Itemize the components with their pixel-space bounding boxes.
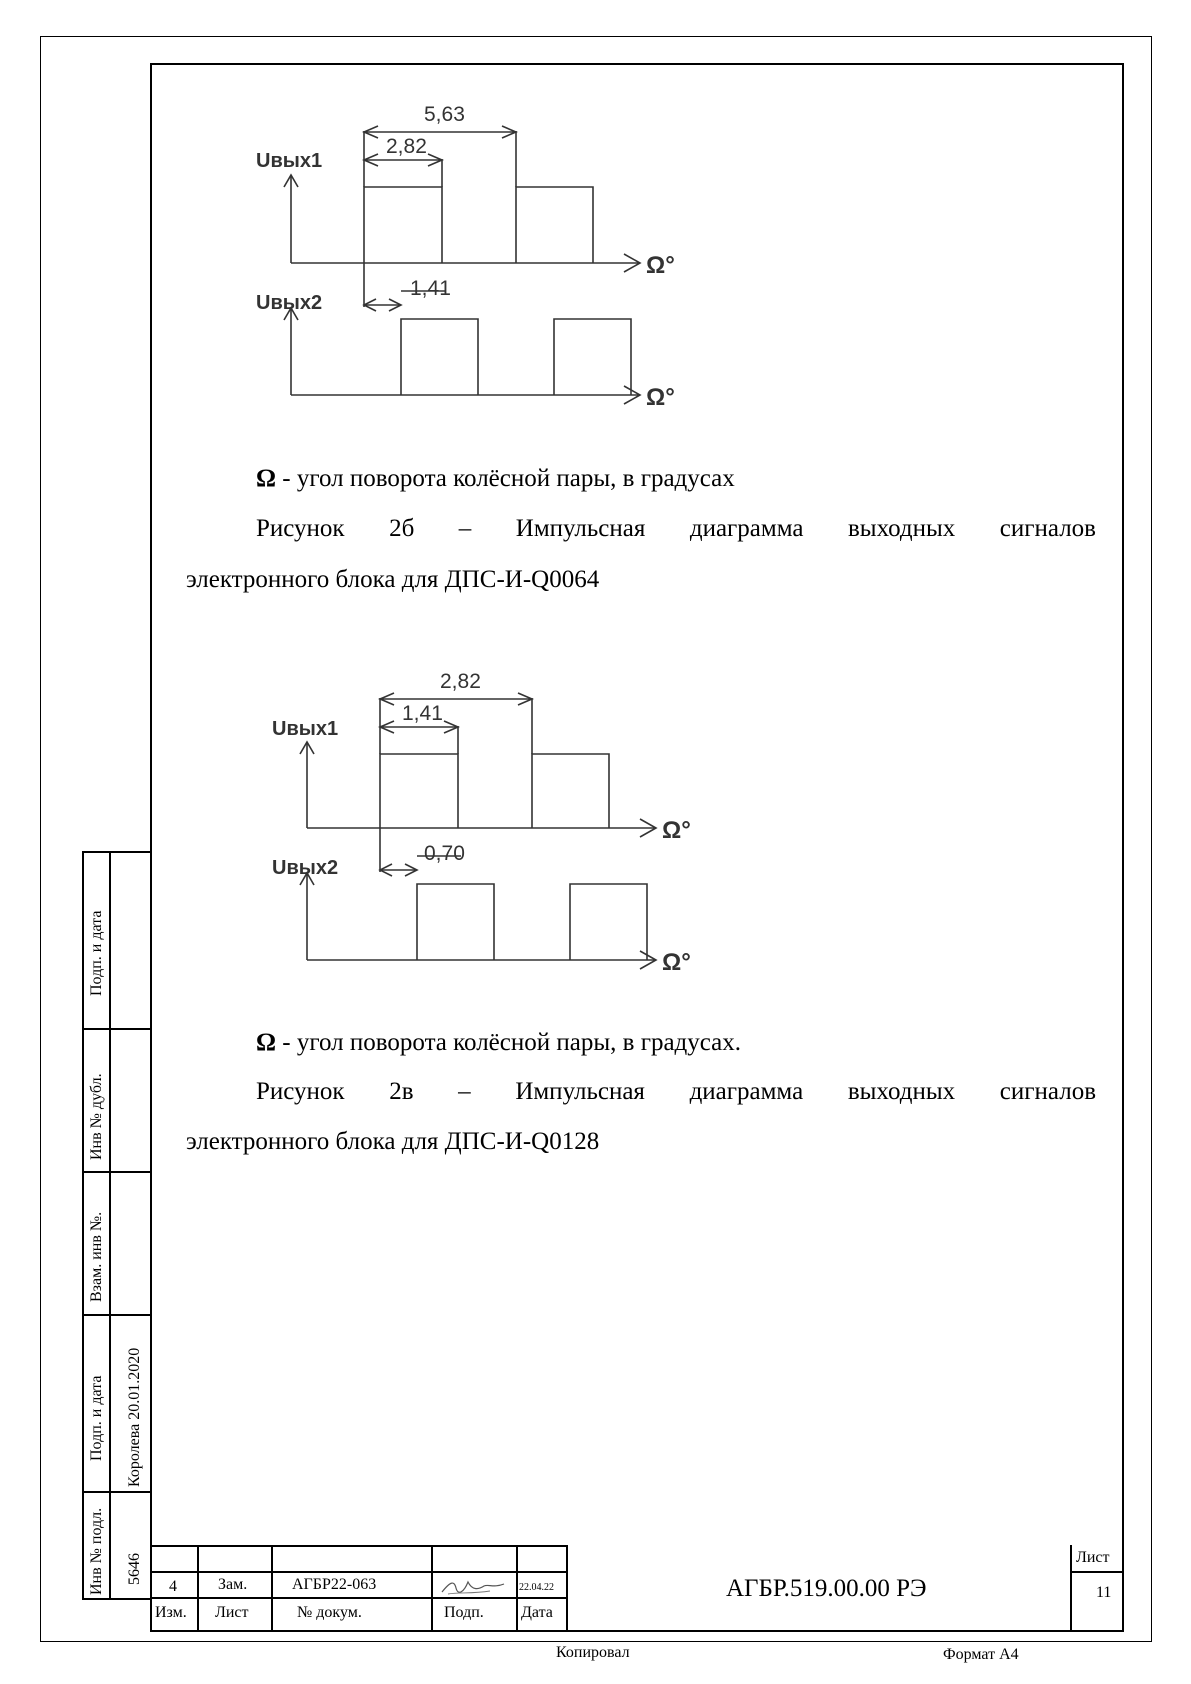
inv-podl-label: Инв № подл. (88, 1507, 105, 1595)
u2-label: Uвых2 (272, 857, 339, 879)
caption-word: 2в (389, 1078, 414, 1105)
omega-symbol: Ω (256, 465, 277, 492)
podp-data-value: Королева 20.01.2020 (126, 1347, 143, 1487)
caption-2b-line1 (256, 515, 1096, 543)
dim-shift-label: 1,41 (410, 277, 451, 300)
u1-pulse-1 (380, 754, 458, 828)
list-label: Лист (215, 1604, 249, 1621)
tb-col-line (516, 1545, 518, 1632)
legend-text: - угол поворота колёсной пары, в градусах (276, 465, 735, 492)
date-label: Дата (521, 1604, 553, 1621)
u1-pulse-2 (532, 754, 609, 828)
omega-axis-label-2: Ω° (662, 949, 691, 976)
legend-2b (256, 462, 735, 496)
tb-col-line (431, 1545, 433, 1632)
sheet-number: 11 (1096, 1584, 1112, 1601)
format-label: Формат А4 (943, 1646, 1019, 1663)
podp-data-top-label: Подп. и дата (88, 910, 105, 996)
sheet-label: Лист (1076, 1549, 1110, 1566)
pulse-diagram-2b-svg (250, 95, 730, 425)
tb-row-line (150, 1571, 568, 1573)
doc-value: АГБР22-063 (292, 1576, 377, 1593)
caption-word: выходных (847, 515, 956, 542)
dim-period-label: 2,82 (440, 670, 481, 693)
podp-data-bottom-label: Подп. и дата (88, 1375, 105, 1461)
caption-2c-line1 (256, 1078, 1096, 1106)
caption-word: 2б (389, 515, 415, 542)
tb-row-line (1070, 1571, 1124, 1573)
omega-symbol: Ω (256, 1029, 277, 1056)
u2-pulse-2 (570, 884, 647, 960)
tb-col-line (1070, 1545, 1072, 1632)
u2-label: Uвых2 (256, 292, 323, 314)
u2-pulse-1 (417, 884, 494, 960)
doc-label: № докум. (297, 1604, 362, 1621)
dim-pulse-label: 1,41 (402, 702, 443, 725)
list-value: Зам. (218, 1576, 248, 1593)
pulse-diagram-2b (250, 95, 730, 425)
caption-word: выходных (847, 1078, 956, 1105)
signature (438, 1576, 510, 1598)
omega-axis-label-2: Ω° (646, 384, 675, 411)
caption-word: – (458, 1078, 471, 1105)
inv-dubl-label: Инв № дубл. (88, 1073, 105, 1160)
caption-2c-line2: электронного блока для ДПС-И-Q0128 (186, 1128, 600, 1155)
caption-word: Рисунок (256, 515, 345, 542)
tb-col-line (271, 1545, 273, 1632)
document-designation: АГБР.519.00.00 РЭ (726, 1575, 927, 1602)
izm-value: 4 (169, 1578, 177, 1595)
copied-label: Копировал (556, 1644, 630, 1661)
caption-word: диаграмма (689, 515, 804, 542)
dim-pulse-label: 2,82 (386, 135, 427, 158)
tb-col-line (566, 1545, 568, 1632)
date-value: 22.04.22 (519, 1582, 554, 1593)
side-stamp-divider (109, 851, 111, 1600)
caption-word: сигналов (999, 1078, 1097, 1105)
legend-2c (256, 1026, 741, 1060)
omega-axis-label-1: Ω° (646, 252, 675, 279)
caption-word: сигналов (999, 515, 1096, 542)
legend-text: - угол поворота колёсной пары, в градусах. (276, 1029, 742, 1056)
tb-col-line (197, 1545, 199, 1632)
caption-2b-line2: электронного блока для ДПС-И-Q0064 (186, 566, 600, 593)
u1-pulse-2 (516, 187, 593, 263)
caption-word: Рисунок (256, 1078, 345, 1105)
u2-pulse-1 (401, 319, 478, 395)
vzam-inv-label: Взам. инв №. (88, 1211, 105, 1302)
u1-label: Uвых1 (256, 150, 323, 172)
inv-podl-value: 5646 (126, 1553, 143, 1585)
caption-word: Импульсная (515, 515, 646, 542)
omega-axis-label-1: Ω° (662, 817, 691, 844)
caption-word: – (458, 515, 472, 542)
pulse-diagram-2c-svg (266, 660, 746, 990)
dim-shift-label: 0,70 (424, 842, 465, 865)
dim-period-label: 5,63 (424, 103, 465, 126)
u1-pulse-1 (364, 187, 442, 263)
u1-label: Uвых1 (272, 718, 339, 740)
u2-pulse-2 (554, 319, 631, 395)
caption-word: диаграмма (689, 1078, 804, 1105)
pulse-diagram-2c (266, 660, 746, 990)
caption-word: Импульсная (515, 1078, 645, 1105)
tb-row-line (150, 1545, 568, 1547)
izm-label: Изм. (155, 1604, 187, 1621)
podp-label: Подп. (444, 1604, 484, 1621)
